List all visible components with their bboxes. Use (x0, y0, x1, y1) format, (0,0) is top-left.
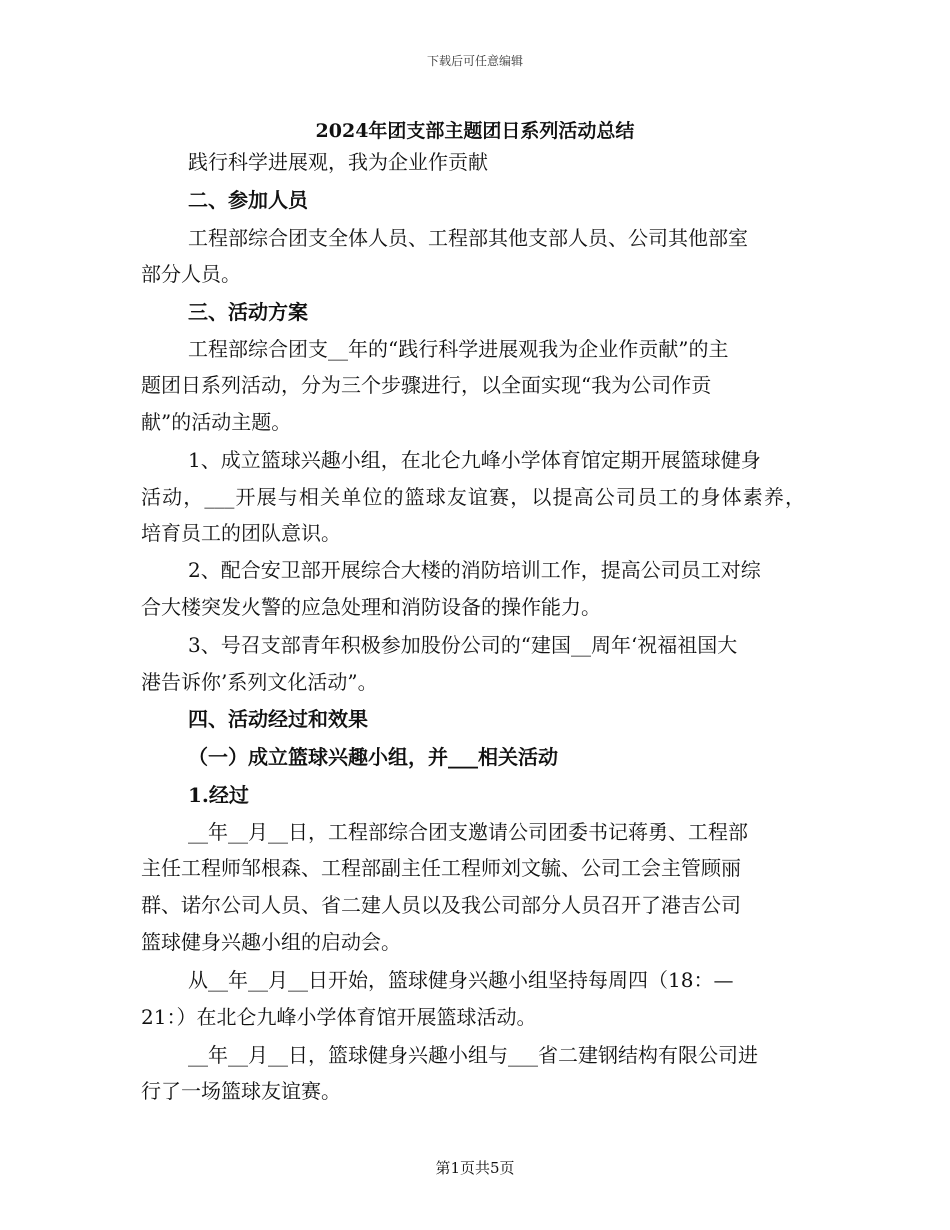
page-number-footer: 第1页共5页 (435, 1159, 515, 1177)
paragraph-line: 部分人员。 (141, 262, 241, 286)
paragraph-line: 篮球健身兴趣小组的启动会。 (141, 930, 401, 954)
paragraph-line: 从__年__月__日开始，篮球健身兴趣小组坚持每周四（18：— (188, 968, 734, 992)
paragraph-line: 题团日系列活动，分为三个步骤进行，以全面实现“我为公司作贡 (141, 373, 712, 397)
paragraph-line: 工程部综合团支__年的“践行科学进展观我为企业作贡献”的主 (188, 337, 729, 361)
section-heading: 四、活动经过和效果 (188, 707, 368, 731)
paragraph-line: 2、配合安卫部开展综合大楼的消防培训工作，提高公司员工对综 (188, 558, 761, 582)
paragraph-line: __年__月__日，篮球健身兴趣小组与___省二建钢结构有限公司进 (188, 1043, 758, 1067)
document-title: 2024年团支部主题团日系列活动总结 (315, 120, 635, 142)
page-header-note: 下载后可任意编辑 (426, 54, 523, 68)
paragraph-line: 活动，___开展与相关单位的篮球友谊赛，以提高公司员工的身体素养， (141, 485, 805, 509)
paragraph-line: __年__月__日，工程部综合团支邀请公司团委书记蒋勇、工程部 (188, 820, 748, 844)
subsection-heading: 1.经过 (188, 783, 249, 807)
paragraph-line: 献”的活动主题。 (141, 410, 292, 434)
section-heading: 三、活动方案 (188, 300, 308, 324)
paragraph-line: 1、成立篮球兴趣小组，在北仑九峰小学体育馆定期开展篮球健身 (188, 448, 761, 472)
paragraph-line: 合大楼突发火警的应急处理和消防设备的操作能力。 (141, 595, 601, 619)
paragraph-line: 港告诉你’系列文化活动”。 (141, 670, 378, 694)
section-heading: 二、参加人员 (188, 188, 308, 212)
paragraph-line: 培育员工的团队意识。 (141, 521, 341, 545)
paragraph-line: 3、号召支部青年积极参加股份公司的“建国__周年‘祝福祖国大 (188, 633, 738, 657)
paragraph-line: 行了一场篮球友谊赛。 (141, 1079, 341, 1103)
paragraph-line: 主任工程师邹根森、工程部副主任工程师刘文毓、公司工会主管顾丽 (141, 856, 741, 880)
paragraph-line: 21：）在北仑九峰小学体育馆开展篮球活动。 (141, 1005, 537, 1029)
subsection-heading: （一）成立篮球兴趣小组，并___相关活动 (188, 745, 558, 769)
paragraph-line: 工程部综合团支全体人员、工程部其他支部人员、公司其他部室 (188, 226, 748, 250)
paragraph-line: 践行科学进展观，我为企业作贡献 (188, 150, 488, 174)
paragraph-line: 群、诺尔公司人员、省二建人员以及我公司部分人员召开了港吉公司 (141, 893, 741, 917)
